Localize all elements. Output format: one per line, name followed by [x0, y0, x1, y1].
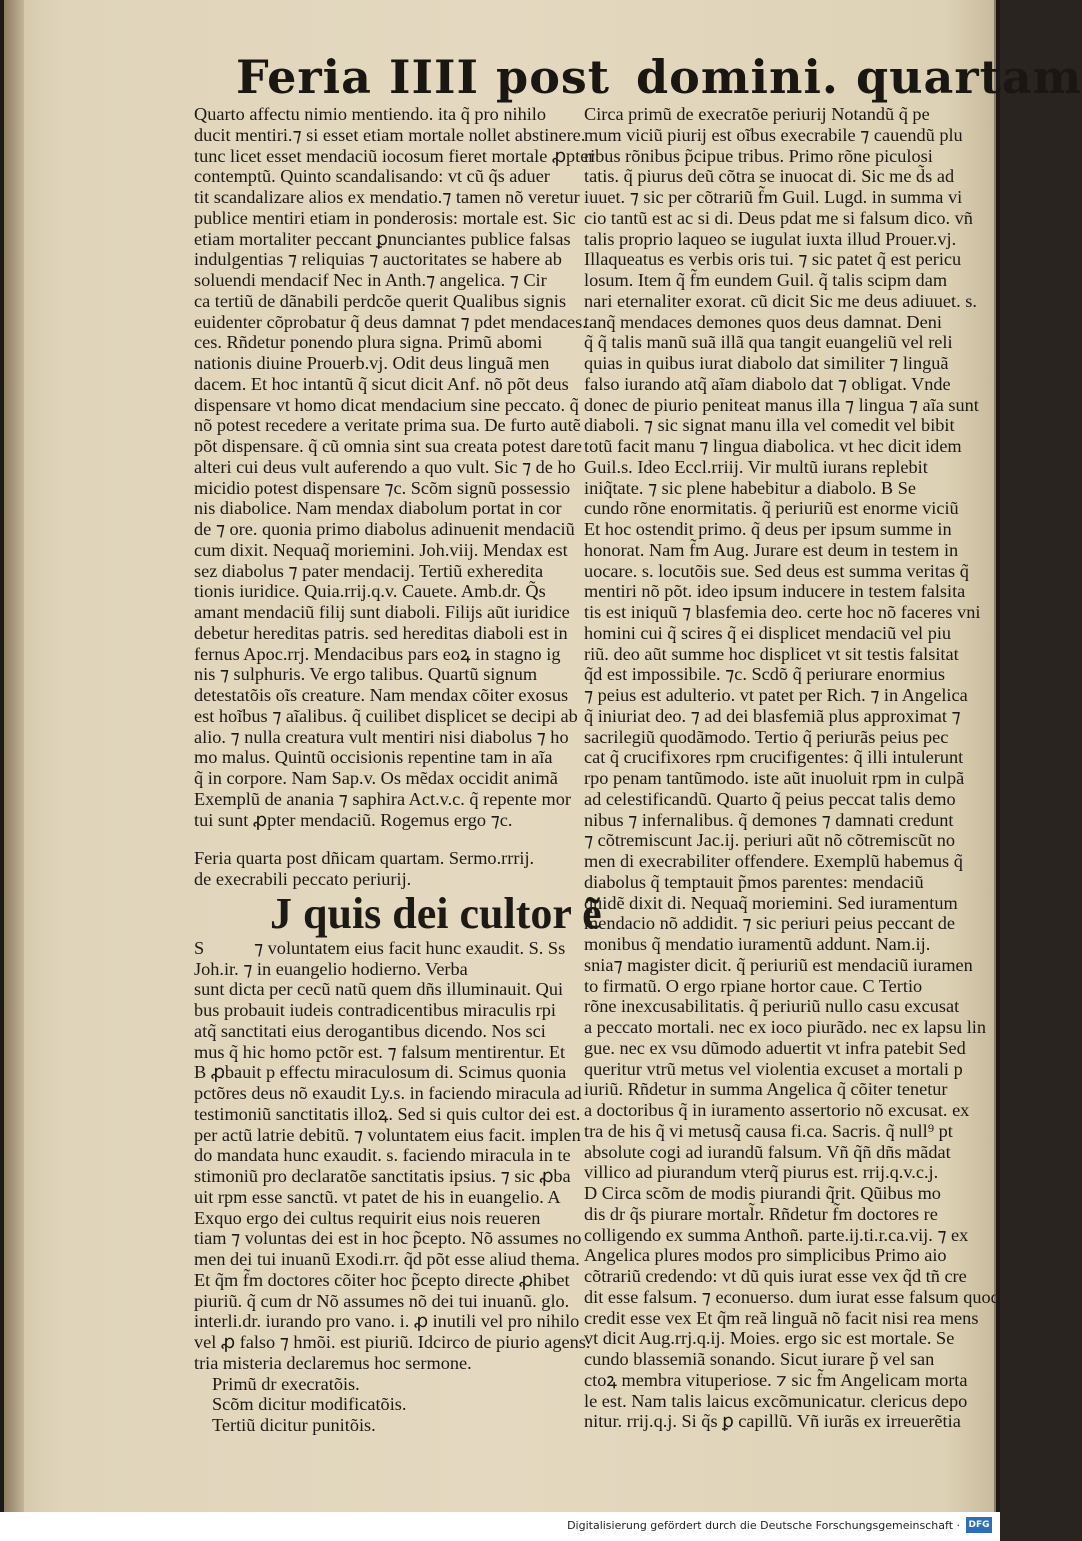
- text-line: alio. ⁊ nulla creatura vult mentiri nisi diabolus ⁊ ho: [194, 726, 569, 747]
- text-line: ducit mentiri.⁊ si esset etiam mortale nollet abstinere.: [194, 124, 586, 145]
- text-line: nitur. rrij.q.j. Si q̃s ꝑ capillũ. Vñ iurãs ex irreuerẽtia: [584, 1411, 961, 1432]
- text-line: riũ. deo aũt summe hoc displicet vt sit testis falsitat: [584, 643, 959, 664]
- text-line: dit esse falsum. ⁊ econuerso. dum iurat esse falsum quod: [584, 1286, 1000, 1307]
- text-line: dis dr q̃s piurare mortal̃r. Rñdetur f̃m doctores re: [584, 1203, 938, 1224]
- book-page: [4, 0, 1082, 1512]
- text-line: nibus ⁊ infernalibus. q̃ demones ⁊ damnati credunt: [584, 809, 954, 830]
- text-line: tit scandalizare alios ex mendatio.⁊ tamen nõ veretur: [194, 187, 580, 207]
- drop-cap: S: [194, 937, 205, 958]
- text-line: micidio potest dispensare ⁊c. Scõm signũ possessio: [194, 477, 571, 498]
- text-line: mo malus. Quintũ occisionis repentine tam in aĩa: [194, 747, 553, 768]
- text-line: nari eternaliter exorat. cũ dicit Sic me deus adiuuet. s.: [584, 290, 977, 311]
- text-line: amant mendaciũ filij sunt diaboli. Filijs aũt iuridice: [194, 602, 570, 622]
- text-line: diaboli. ⁊ sic signat manu illa vel comedit vel bibit: [584, 415, 955, 436]
- footer-credit: Digitalisierung gefördert durch die Deutsche Forschungsgemeinschaft ·: [567, 1519, 960, 1532]
- text-line: [194, 938, 574, 959]
- text-line: Circa primũ de execratõe periurij Notandũ q̃ pe: [584, 104, 930, 124]
- text-line: Exquo ergo dei cultus requirit eius nois reueren: [194, 1207, 541, 1228]
- text-line: uit rpm esse sanctũ. vt patet de his in euangelio. A: [194, 1186, 561, 1207]
- text-line: pctõres deus nõ exaudit Ly.s. in faciendo miracula ad: [194, 1083, 582, 1103]
- right-text-column: [584, 104, 1000, 1432]
- text-line: diabolus q̃ temptauit p̃mos parentes: mendaciũ: [584, 871, 924, 892]
- left-text-column: [194, 104, 602, 1436]
- sermon-body: [194, 937, 591, 1374]
- left-column-lines: [194, 104, 595, 830]
- text-line: do mandata hunc exaudit. s. faciendo miracula in te: [194, 1145, 571, 1166]
- text-line: cum dixit. Nequaq̃ moriemini. Joh.viij. Mendax est: [194, 539, 568, 560]
- text-line: q̃ in corpore. Nam Sap.v. Os mẽdax occidit animã: [194, 768, 558, 788]
- digitization-footer: [0, 1512, 1000, 1541]
- text-line: mus q̃ hic homo pctõr est. ⁊ falsum mentirentur. Et: [194, 1041, 566, 1062]
- text-line: nis ⁊ sulphuris. Ve ergo talibus. Quartũ signum: [194, 664, 538, 685]
- running-header-left: Feria IIII post: [236, 50, 611, 104]
- text-line: sunt dicta per cecũ natũ quem dñs illuminauit. Qui: [194, 979, 564, 1000]
- text-line: ctoꝝ membra vituperiose. ⁊ sic f̃m Angelicam morta: [584, 1369, 968, 1390]
- text-line: homini cui q̃ scires q̃ ei displicet mendaciũ vel piu: [584, 622, 952, 643]
- text-line: q̃d est impossibile. ⁊c. Scdõ q̃ periurare enormius: [584, 664, 945, 685]
- text-line: monibus q̃ mendatio iuramentũ addunt. Nam.ij.: [584, 934, 931, 954]
- text-line: soluendi mendacif Nec in Anth.⁊ angelica. ⁊ Cir: [194, 270, 547, 290]
- text-line: le est. Nam talis laicus excõmunicatur. clericus depo: [584, 1390, 968, 1411]
- text-line: ribus rõnibus p̃cipue tribus. Primo rõne piculosi: [584, 145, 933, 166]
- page-gutter: [4, 0, 24, 1512]
- text-line: ad celestificandũ. Quarto q̃ peius peccat talis demo: [584, 788, 956, 809]
- text-line: Joh.ir. ⁊ in euangelio hodierno. Verba: [194, 958, 468, 979]
- text-line: ces. Rñdetur ponendo plura signa. Primũ abomi: [194, 332, 543, 353]
- right-column-lines: [584, 104, 1000, 1432]
- text-line: tanq̃ mendaces demones quos deus damnat. Deni: [584, 311, 942, 332]
- text-line: mendacio nõ addidit. ⁊ sic periuri peius peccant de: [584, 913, 956, 934]
- text-line: cio tantũ est ac si di. Deus pdat me si falsum dico. vñ: [584, 207, 973, 228]
- text-line: tra de his q̃ vi metusq̃ causa fi.ca. Sacris. q̃ null⁹ pt: [584, 1120, 953, 1141]
- text-line: stimoniũ pro declaratõe sanctitatis ipsius. ⁊ sic ꝓba: [194, 1166, 571, 1186]
- text-line: cundo blassemiã sonando. Sicut iurare p̃ vel san: [584, 1349, 935, 1369]
- text-line: mentiri nõ põt. ideo ipsum inducere in testem falsita: [584, 581, 966, 602]
- text-line: nis diabolice. Nam mendax diabolum portat in cor: [194, 498, 562, 519]
- text-line: põt dispensare. q̃ cũ omnia sint sua creata potest dare: [194, 436, 582, 456]
- text-line: quidẽ dixit di. Nequaq̃ moriemini. Sed iuramentum: [584, 892, 958, 913]
- text-line: absolute cogi ad iurandũ falsum. Vñ q̃ñ dñs mãdat: [584, 1141, 951, 1162]
- text-line: snia⁊ magister dicit. q̃ periuriũ est mendaciũ iuramen: [584, 954, 973, 975]
- text-line: quias in quibus iurat diabolo dat similiter ⁊ linguã: [584, 353, 949, 373]
- text-line: men di execrabiliter offendere. Exemplũ habemus q̃: [584, 851, 963, 871]
- text-line-rest: ⁊ voluntatem eius facit hunc exaudit. S. Ss: [254, 937, 566, 958]
- text-line: vel ꝓ falso ⁊ hmõi. est piuriũ. Idcirco de piurio agens.: [194, 1332, 591, 1352]
- text-line: Exemplũ de anania ⁊ saphira Act.v.c. q̃ repente mor: [194, 788, 571, 809]
- text-line: dacem. Et hoc intantũ q̃ sicut dicit Anf. nõ põt deus: [194, 373, 569, 394]
- text-line: Quarto affectu nimio mentiendo. ita q̃ pro nihilo: [194, 104, 547, 124]
- text-line: D Circa scõm de modis piurandi q̃rit. Qũibus mo: [584, 1183, 941, 1203]
- text-line: q̃ q̃ talis manũ suã illã qua tangit euangeliũ vel reli: [584, 332, 953, 353]
- text-line: sacrilegiũ quodãmodo. Tertio q̃ periurãs peius pec: [584, 726, 949, 747]
- text-line: bus probauit iudeis contradicentibus miraculis rpi: [194, 1000, 556, 1020]
- sermon-heading-line: Feria quarta post dñicam quartam. Sermo.rrrij.: [194, 848, 535, 869]
- text-line: est hoĩbus ⁊ aĩalibus. q̃ cuilibet displicet se decipi ab: [194, 705, 578, 726]
- text-line: cat q̃ crucifixores rpm crucifigentes: q̃ illi intulerunt: [584, 747, 964, 768]
- text-line: tui sunt ꝓpter mendaciũ. Rogemus ergo ⁊c.: [194, 809, 513, 830]
- text-line: debetur hereditas patris. sed hereditas diaboli est in: [194, 622, 568, 643]
- text-line: uocare. s. locutõis sue. Sed deus est summa veritas q̃: [584, 560, 969, 581]
- text-line: tatis. q̃ piurus deũ cõtra se inuocat di. Sic me d̃s ad: [584, 166, 955, 187]
- division-item: Primũ dr execratõis.: [212, 1373, 360, 1394]
- text-line: Et hoc ostendit primo. q̃ deus per ipsum summe in: [584, 519, 952, 539]
- text-line: donec de piurio peniteat manus illa ⁊ lingua ⁊ aĩa sunt: [584, 394, 979, 415]
- text-line: iuuet. ⁊ sic per cõtrariũ f̃m Guil. Lugd. in summa vi: [584, 187, 963, 207]
- text-line: contemptũ. Quinto scandalisando: vt cũ q̃s aduer: [194, 166, 550, 187]
- text-line: tionis iuridice. Quia.rrij.q.v. Cauete. Amb.dr. Q̃s: [194, 581, 546, 602]
- text-line: sez diabolus ⁊ pater mendacij. Tertiũ exheredita: [194, 560, 544, 581]
- text-line: tis est iniquũ ⁊ blasfemia deo. certe hoc nõ faceres vni: [584, 602, 981, 622]
- division-item: Tertiũ dicitur punitõis.: [212, 1415, 376, 1435]
- section-gap: [194, 830, 574, 848]
- text-line: tunc licet esset mendaciũ iocosum fieret mortale ꝓpter: [194, 145, 595, 166]
- text-line: rpo penam tantũmodo. iste aũt inuoluit rpm in culpã: [584, 768, 965, 788]
- text-line: q̃ iniuriat deo. ⁊ ad dei blasfemiã plus approximat ⁊: [584, 705, 961, 726]
- text-line: B ꝓbauit p effectu miraculosum di. Scimus quonia: [194, 1062, 567, 1083]
- text-line: losum. Item q̃ f̃m eundem Guil. q̃ talis scipm dam: [584, 270, 948, 290]
- text-line: Et q̃m f̃m doctores cõiter hoc p̃cepto directe ꝓhibet: [194, 1269, 570, 1290]
- text-line: publice mentiri etiam in ponderosis: mortale est. Sic: [194, 207, 576, 228]
- text-line: men dei tui inuanũ Exodi.rr. q̃d põt esse aliud thema.: [194, 1249, 580, 1269]
- text-line: alteri cui deus vult auferendo a quo vult. Sic ⁊ de ho: [194, 456, 576, 477]
- text-line: vt dicit Aug.rrj.q.ij. Moies. ergo sic est mortale. Se: [584, 1328, 955, 1349]
- text-line: per actũ latrie debitũ. ⁊ voluntatem eius facit. implen: [194, 1124, 581, 1145]
- sermon-heading: [194, 848, 574, 890]
- text-line: tria misteria declaremus hoc sermone.: [194, 1352, 472, 1373]
- text-line: etiam mortaliter peccant ꝑnunciantes publice falsas: [194, 228, 571, 249]
- text-line: iniq̃tate. ⁊ sic plene habebitur a diabolo. B Se: [584, 477, 916, 498]
- text-line: iuriũ. Rñdetur in summa Angelica q̃ cõiter tenetur: [584, 1079, 948, 1100]
- text-line: Illaqueatus es verbis oris tui. ⁊ sic patet q̃ est pericu: [584, 249, 962, 270]
- text-line: de ⁊ ore. quonia primo diabolus adinuenit mendaciũ: [194, 519, 575, 539]
- text-line: piuriũ. q̃ cum dr Nõ assumes nõ dei tui inuanũ. glo.: [194, 1290, 570, 1311]
- text-line: rõne inexcusabilitatis. q̃ periuriũ nullo casu excusat: [584, 996, 960, 1017]
- text-line: ⁊ cõtremiscunt Jac.ij. periuri aũt nõ cõtremiscũt no: [584, 830, 956, 851]
- text-line: to firmatũ. O ergo rpiane hortor caue. C Tertio: [584, 975, 923, 996]
- text-line: a peccato mortali. nec ex ioco piurãdo. nec ex lapsu lin: [584, 1017, 987, 1037]
- text-line: fernus Apoc.rrj. Mendacibus pars eoꝝ in stagno ig: [194, 643, 561, 664]
- sermon-incipit: J quis dei cultor ẽ: [270, 888, 602, 938]
- text-line: mum viciũ piurij est oĩbus execrabile ⁊ cauendũ plu: [584, 124, 963, 145]
- text-line: dispensare vt homo dicat mendacium sine peccato. q̃: [194, 394, 579, 415]
- text-line: nationis diuine Prouerb.vj. Odit deus linguã men: [194, 353, 550, 373]
- running-header-right: domini. quartam: [636, 50, 1082, 104]
- text-line: falso iurando atq̃ aĩam diabolo dat ⁊ obligat. Vnde: [584, 373, 951, 394]
- text-line: villico ad piurandum vterq̃ piurus est. rrij.q.v.c.j.: [584, 1162, 939, 1183]
- text-line: honorat. Nam f̃m Aug. Jurare est deum in testem in: [584, 539, 959, 560]
- text-line: Guil.s. Ideo Eccl.rriij. Vir multũ iurans replebit: [584, 456, 928, 477]
- text-line: atq̃ sanctitati eius derogantibus dicendo. Nos sci: [194, 1020, 546, 1041]
- text-line: gue. nec ex vsu dũmodo aduertit vt infra patebit Sed: [584, 1037, 966, 1058]
- sermon-heading-line: de execrabili peccato periurij.: [194, 869, 412, 889]
- text-line: talis proprio laqueo se iugulat iuxta illud Prouer.vj.: [584, 228, 957, 249]
- text-line: cundo rõne enormitatis. q̃ periuriũ est enorme viciũ: [584, 498, 959, 519]
- text-line: totũ facit manu ⁊ lingua diabolica. vt hec dicit idem: [584, 436, 962, 456]
- text-line: ca tertiũ de dãnabili perdcõe querit Qualibus signis: [194, 290, 567, 311]
- text-line: indulgentias ⁊ reliquias ⁊ auctoritates se habere ab: [194, 249, 562, 270]
- text-line: credit esse vex Et q̃m reã linguã nõ facit nisi rea mens: [584, 1307, 979, 1328]
- text-line: detestatõis oĩs creature. Nam mendax cõiter exosus: [194, 685, 569, 705]
- text-line: interli.dr. iurando pro vano. i. ꝓ inutili vel pro nihilo: [194, 1311, 580, 1332]
- sermon-division-list: [194, 1374, 574, 1436]
- dfg-logo: DFG: [966, 1517, 992, 1533]
- text-line: nõ potest recedere a veritate prima sua. De furto autẽ: [194, 415, 581, 436]
- text-line: queritur vtrũ metus vel violentia excuset a mortali p: [584, 1058, 963, 1079]
- text-line: tiam ⁊ voluntas dei est in hoc p̃cepto. Nõ assumes no: [194, 1228, 582, 1249]
- text-line: a doctoribus q̃ in iuramento assertorio nõ excusat. ex: [584, 1100, 970, 1120]
- text-line: ⁊ peius est adulterio. vt patet per Rich. ⁊ in Angelica: [584, 685, 968, 705]
- text-line: euidenter cõprobatur q̃ deus damnat ⁊ pdet mendaces.: [194, 311, 587, 332]
- text-line: Angelica plures modos pro simplicibus Primo aio: [584, 1245, 947, 1266]
- text-line: colligendo ex summa Anthoñ. parte.ij.ti.r.ca.vij. ⁊ ex: [584, 1224, 969, 1245]
- division-item: Scõm dicitur modificatõis.: [212, 1394, 407, 1415]
- text-line: cõtrariũ credendo: vt dũ quis iurat esse vex q̃d tñ cre: [584, 1266, 967, 1286]
- text-line: testimoniũ sanctitatis illoꝝ. Sed si quis cultor dei est.: [194, 1103, 581, 1124]
